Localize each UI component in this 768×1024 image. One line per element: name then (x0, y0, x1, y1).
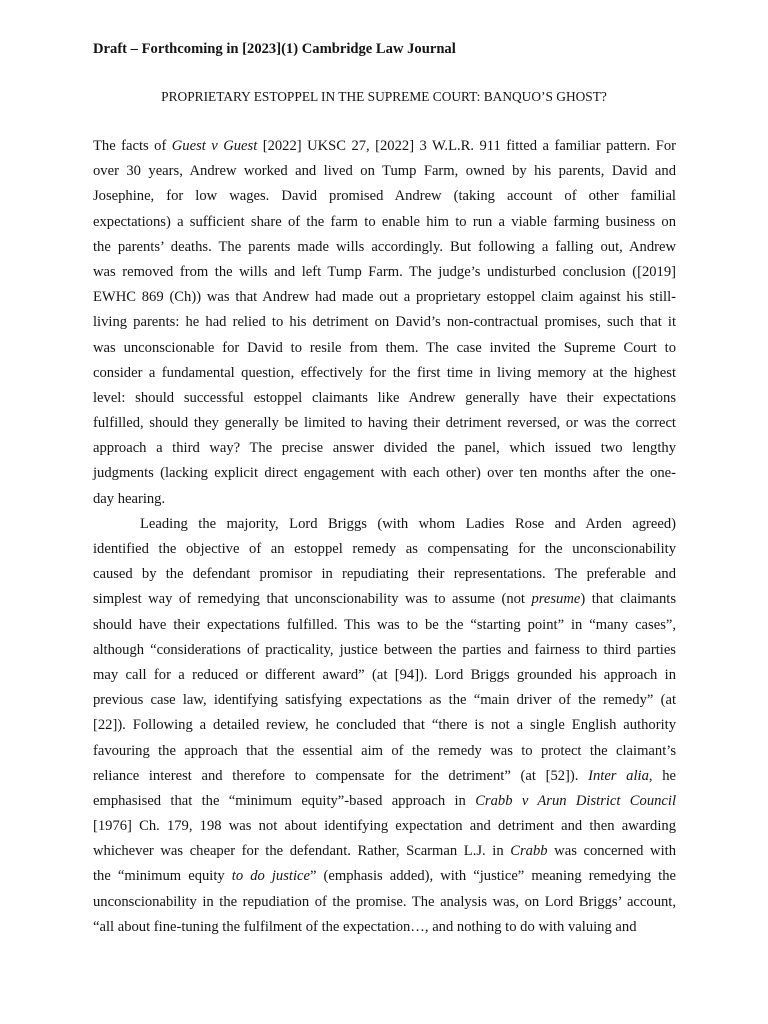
paragraph-1-line (93, 361, 676, 386)
paragraph-2-line (93, 789, 676, 814)
paragraph-2-line (93, 562, 676, 587)
draft-header: Draft – Forthcoming in [2023](1) Cambridge Law Journal (93, 41, 456, 57)
text-run: [2022] UKSC 27, [2022] 3 W.L.R. 911 fitted a familiar pattern. For (257, 138, 676, 154)
paragraph-1-line (93, 411, 676, 436)
text-run: The facts of (93, 138, 172, 154)
text-run: was concerned with (547, 843, 676, 860)
text-run: approach a third way? The precise answer divided the panel, which issued two lengthy (93, 440, 676, 457)
paragraph-1-line (93, 436, 676, 461)
text-run: [22]). Following a detailed review, he concluded that “there is not a single English authority (93, 717, 676, 734)
text-run: caused by the defendant promisor in repudiating their representations. The preferable and (93, 566, 676, 583)
paragraph-2-line (93, 663, 676, 688)
paragraph-1-line (93, 235, 676, 260)
paragraph-2-line (93, 638, 676, 663)
paragraph-1-line (93, 461, 676, 486)
paragraph-2-line (93, 864, 676, 889)
text-run: emphasised that the “minimum equity”-based approach in (93, 792, 476, 809)
paragraph-2-line (93, 537, 676, 562)
paragraph-1-line (93, 487, 676, 512)
paragraph-2-line (93, 890, 676, 915)
text-run: reliance interest and therefore to compensate for the detriment” (at [52]). (93, 767, 589, 784)
paragraph-2-line (93, 688, 676, 713)
paragraph-2-line (93, 839, 676, 864)
paragraph-2-line (93, 613, 676, 638)
paragraph-1-line (93, 134, 676, 159)
text-run: day hearing. (93, 490, 166, 507)
text-run: [1976] Ch. 179, 198 was not about identifying expectation and detriment and then awarding (93, 818, 676, 835)
paragraph-2-line (93, 739, 676, 764)
text-run: Josephine, for low wages. David promised Andrew (taking account of other familial (93, 188, 676, 205)
text-run: although “considerations of practicality, justice between the parties and fairness to third parties (93, 641, 676, 658)
text-run: unconscionability in the repudiation of the promise. The analysis was, on Lord Briggs’ account, (93, 893, 676, 910)
italic-text: Crabb v Arun District Council (475, 792, 676, 809)
article-body (93, 134, 676, 940)
italic-text: presume (531, 591, 581, 608)
text-run: “all about fine-tuning the fulfilment of the expectation…, and nothing to do with valuing and (93, 918, 637, 935)
text-run: identified the objective of an estoppel remedy as compensating for the unconscionability (93, 541, 676, 557)
paragraph-1-line (93, 285, 676, 310)
text-run: was unconscionable for David to resile from them. The case invited the Supreme Court to (93, 339, 676, 356)
italic-text: Crabb (510, 843, 548, 860)
text-run: expectations) a sufficient share of the farm to enable him to run a viable farming business on (93, 213, 676, 230)
paragraph-1-line (93, 260, 676, 285)
italic-text: Inter alia (588, 767, 649, 784)
paragraph-1-line (93, 184, 676, 209)
paragraph-2-line (93, 764, 676, 789)
text-run: judgments (lacking explicit direct engagement with each other) over ten months after the one- (93, 465, 676, 482)
paragraph-1-line (93, 310, 676, 335)
text-run: simplest way of remedying that unconscionability was to assume (not (93, 591, 532, 608)
text-run: ” (emphasis added), with “justice” meaning remedying the (309, 868, 677, 885)
text-run: living parents: he had relied to his detriment on David’s non-contractual promises, such that it (93, 314, 676, 331)
paragraph-2-line (93, 713, 676, 738)
paragraph-2-line (93, 814, 676, 839)
italic-text: to do justice (231, 868, 310, 885)
text-run: fulfilled, should they generally be limited to having their detriment reversed, or was the correct (93, 415, 676, 432)
text-run: the parents’ deaths. The parents made wills accordingly. But following a falling out, Andrew (93, 238, 676, 255)
text-run: favouring the approach that the essential aim of the remedy was to protect the claimant’s (93, 742, 676, 759)
text-run: may call for a reduced or different award” (at [94]). Lord Briggs grounded his approach in (93, 666, 676, 683)
paragraph-1-line (93, 336, 676, 361)
text-run: , he (648, 767, 676, 784)
text-run: should have their expectations fulfilled. This was to be the “starting point” in “many cases”, (93, 616, 676, 633)
paragraph-2-line (93, 915, 676, 940)
text-run: whichever was cheaper for the defendant. Rather, Scarman L.J. in (93, 843, 511, 860)
text-run: consider a fundamental question, effectively for the first time in living memory at the highest (93, 364, 676, 381)
paragraph-2-line (93, 512, 676, 537)
text-run: previous case law, identifying satisfying expectations as the “main driver of the remedy” (at (93, 692, 676, 709)
text-run: level: should successful estoppel claimants like Andrew generally have their expectations (93, 389, 676, 406)
text-run: Leading the majority, Lord Briggs (with whom Ladies Rose and Arden agreed) (140, 515, 676, 532)
paragraph-2-line (93, 587, 676, 612)
paragraph-1-line (93, 159, 676, 184)
text-run: EWHC 869 (Ch)) was that Andrew had made out a proprietary estoppel claim against his still- (93, 289, 676, 306)
article-title: PROPRIETARY ESTOPPEL IN THE SUPREME COURT: BANQUO’S GHOST? (161, 89, 607, 104)
text-run: ) that claimants (580, 591, 676, 608)
text-run: was removed from the wills and left Tump Farm. The judge’s undisturbed conclusion ([2019] (93, 263, 676, 280)
paragraph-1-line (93, 386, 676, 411)
text-run: the “minimum equity (93, 868, 232, 885)
italic-text: Guest v Guest (171, 138, 258, 154)
text-run: over 30 years, Andrew worked and lived on Tump Farm, owned by his parents, David and (93, 163, 676, 180)
paragraph-1-line (93, 210, 676, 235)
